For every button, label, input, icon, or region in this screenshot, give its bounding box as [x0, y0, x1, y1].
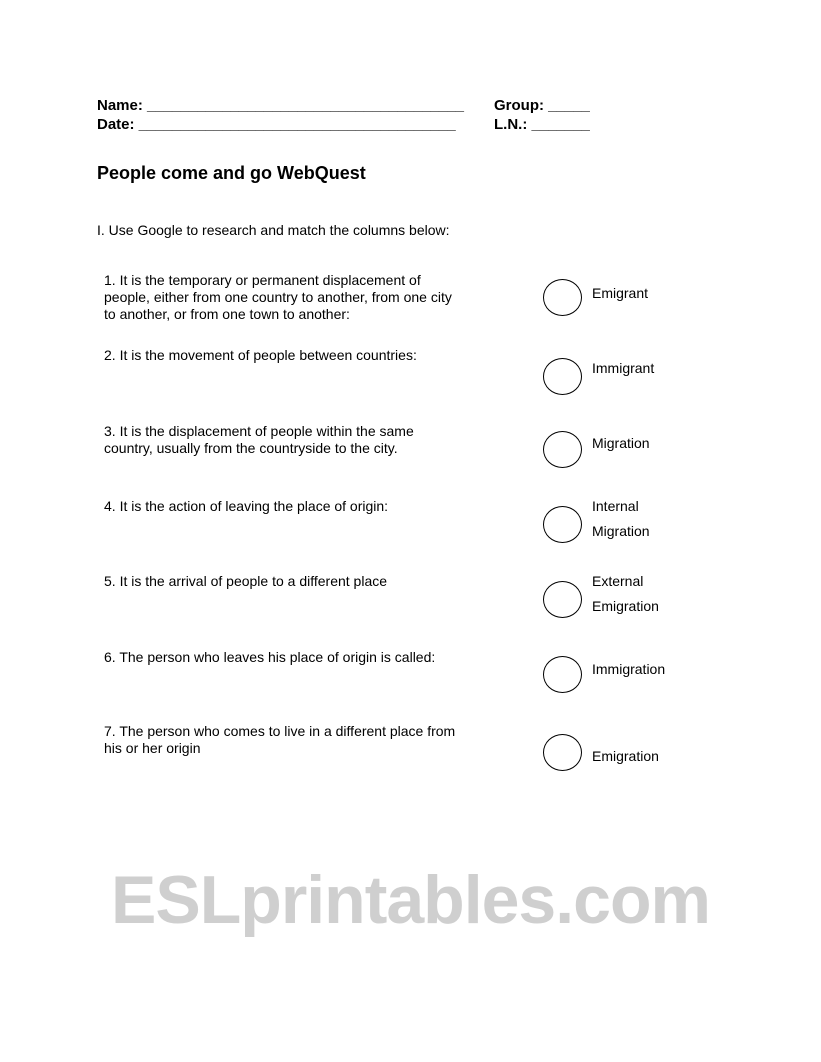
option-6: [592, 657, 665, 682]
option-text: Migration: [592, 523, 650, 539]
option-text: Migration: [592, 435, 650, 451]
option-text: Emigrant: [592, 285, 649, 301]
answer-circle-6[interactable]: [543, 656, 582, 693]
question-1: 1. It is the temporary or permanent displacement of people, either from one country to another, from one city to another, or from one town to another:: [104, 272, 452, 322]
option-text: Internal: [592, 498, 639, 514]
option-text: Immigration: [592, 661, 666, 677]
question-5: 5. It is the arrival of people to a different place: [104, 573, 388, 589]
group-field-label: Group: _____: [494, 97, 590, 114]
question-3: 3. It is the displacement of people within the same country, usually from the countryside to the city.: [104, 423, 414, 456]
option-5: [592, 569, 659, 619]
question-7: 7. The person who comes to live in a different place from his or her origin: [104, 723, 456, 756]
question-6: 6. The person who leaves his place of origin is called:: [104, 649, 436, 665]
date-field-label: Date: ______________________________________: [97, 116, 456, 133]
option-2: [592, 356, 654, 381]
ln-field-label: L.N.: _______: [494, 116, 590, 133]
watermark: ESLprintables.com: [111, 862, 710, 938]
answer-circle-2[interactable]: [543, 358, 582, 395]
option-4: [592, 494, 650, 544]
option-3: [592, 431, 650, 456]
option-text: Immigrant: [592, 360, 655, 376]
answer-circle-4[interactable]: [543, 506, 582, 543]
answer-circle-7[interactable]: [543, 734, 582, 771]
question-4: 4. It is the action of leaving the place of origin:: [104, 498, 389, 514]
answer-circle-3[interactable]: [543, 431, 582, 468]
option-text: External: [592, 573, 644, 589]
option-text: Emigration: [592, 598, 659, 614]
page-title: People come and go WebQuest: [97, 163, 366, 183]
question-2: 2. It is the movement of people between countries:: [104, 347, 417, 363]
option-7: [592, 744, 659, 769]
instruction: I. Use Google to research and match the columns below:: [97, 222, 450, 238]
name-field-label: Name: ______________________________________: [97, 97, 465, 114]
answer-circle-1[interactable]: [543, 279, 582, 316]
option-text: Emigration: [592, 748, 659, 764]
answer-circle-5[interactable]: [543, 581, 582, 618]
option-1: [592, 281, 648, 306]
